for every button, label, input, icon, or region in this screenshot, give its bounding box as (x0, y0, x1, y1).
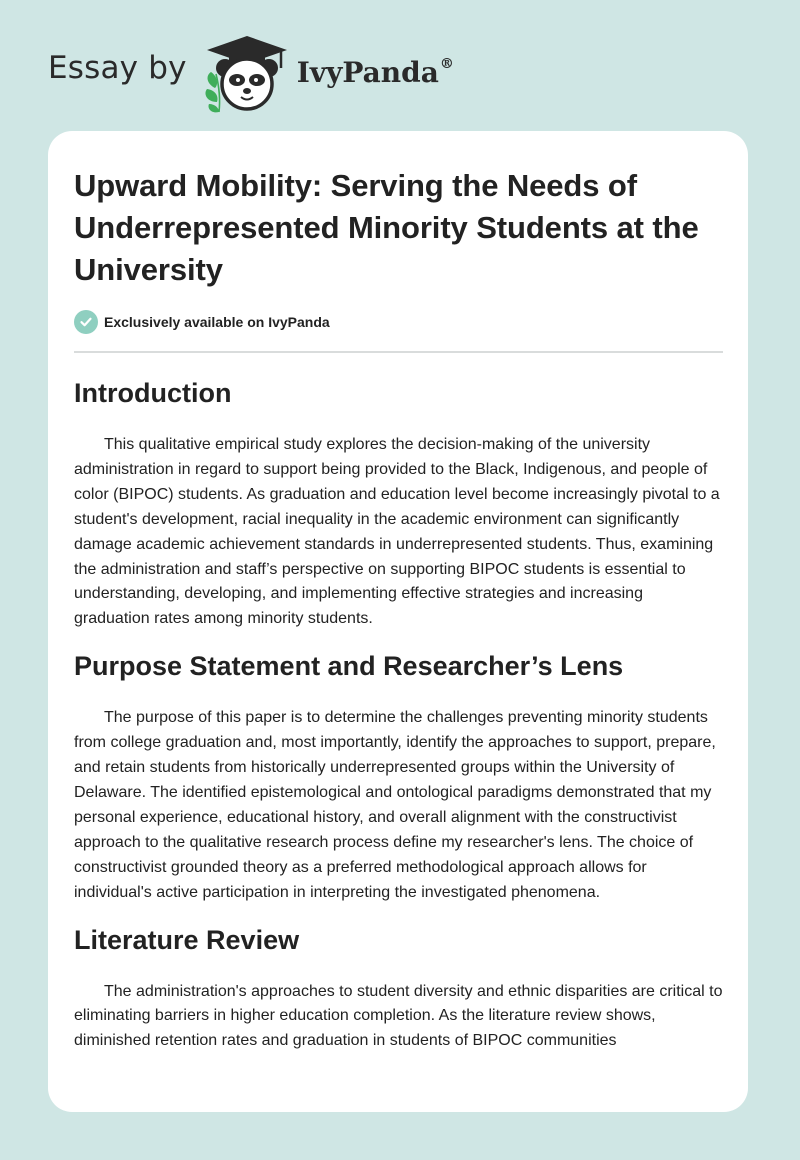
section-purpose-statement (74, 648, 723, 905)
section-heading: Introduction (74, 378, 232, 408)
section-heading: Purpose Statement and Researcher’s Lens (74, 651, 624, 682)
divider (74, 351, 723, 353)
section-heading: Literature Review (74, 924, 300, 955)
ivypanda-logo-icon[interactable] (201, 34, 293, 114)
section-literature-review (74, 922, 723, 1055)
essay-content (74, 165, 723, 1054)
section-paragraph: The purpose of this paper is to determine the challenges preventing minority students from college graduation and, most importantly, identify the approaches to support, prepare, and retain students from historically underrepresented groups within the University of Delaware. The identified epistemological and ontological paradigms demonstrated that my personal experience, educational history, and overall alignment with the constructivist approach to the qualitative research process define my researcher's lens. The choice of constructivist grounded theory as a preferred methodological approach allows for individual's active participation in interpreting the investigated phenomena. (74, 709, 716, 901)
exclusive-label: Exclusively available on IvyPanda (104, 314, 330, 330)
brand-name[interactable]: IvyPanda® (296, 56, 454, 89)
brand-header (48, 34, 454, 114)
check-icon (74, 310, 98, 334)
section-paragraph: The administration's approaches to student diversity and ethnic disparities are critical to eliminating barriers in higher education completion. As the literature review shows, diminished retention rates and graduation in students of BIPOC communities (74, 982, 723, 1050)
registered-mark: ® (439, 56, 454, 72)
essay-by-label: Essay by (48, 49, 187, 86)
essay-card (48, 131, 748, 1112)
exclusive-badge (74, 309, 723, 335)
section-paragraph: This qualitative empirical study explores the decision-making of the university administration in regard to support being provided to the Black, Indigenous, and people of color (BIPOC) students. As graduation and education level become increasingly pivotal to a student's development, racial inequality in the academic environment can significantly damage academic achievement standards in underrepresented students. Thus, examining the administration and staff’s perspective on supporting BIPOC students is essential to understanding, developing, and implementing effective strategies and increasing graduation rates among minority students. (74, 436, 720, 628)
essay-title: Upward Mobility: Serving the Needs of Underrepresented Minority Students at the University (74, 168, 699, 287)
section-introduction (74, 375, 723, 632)
